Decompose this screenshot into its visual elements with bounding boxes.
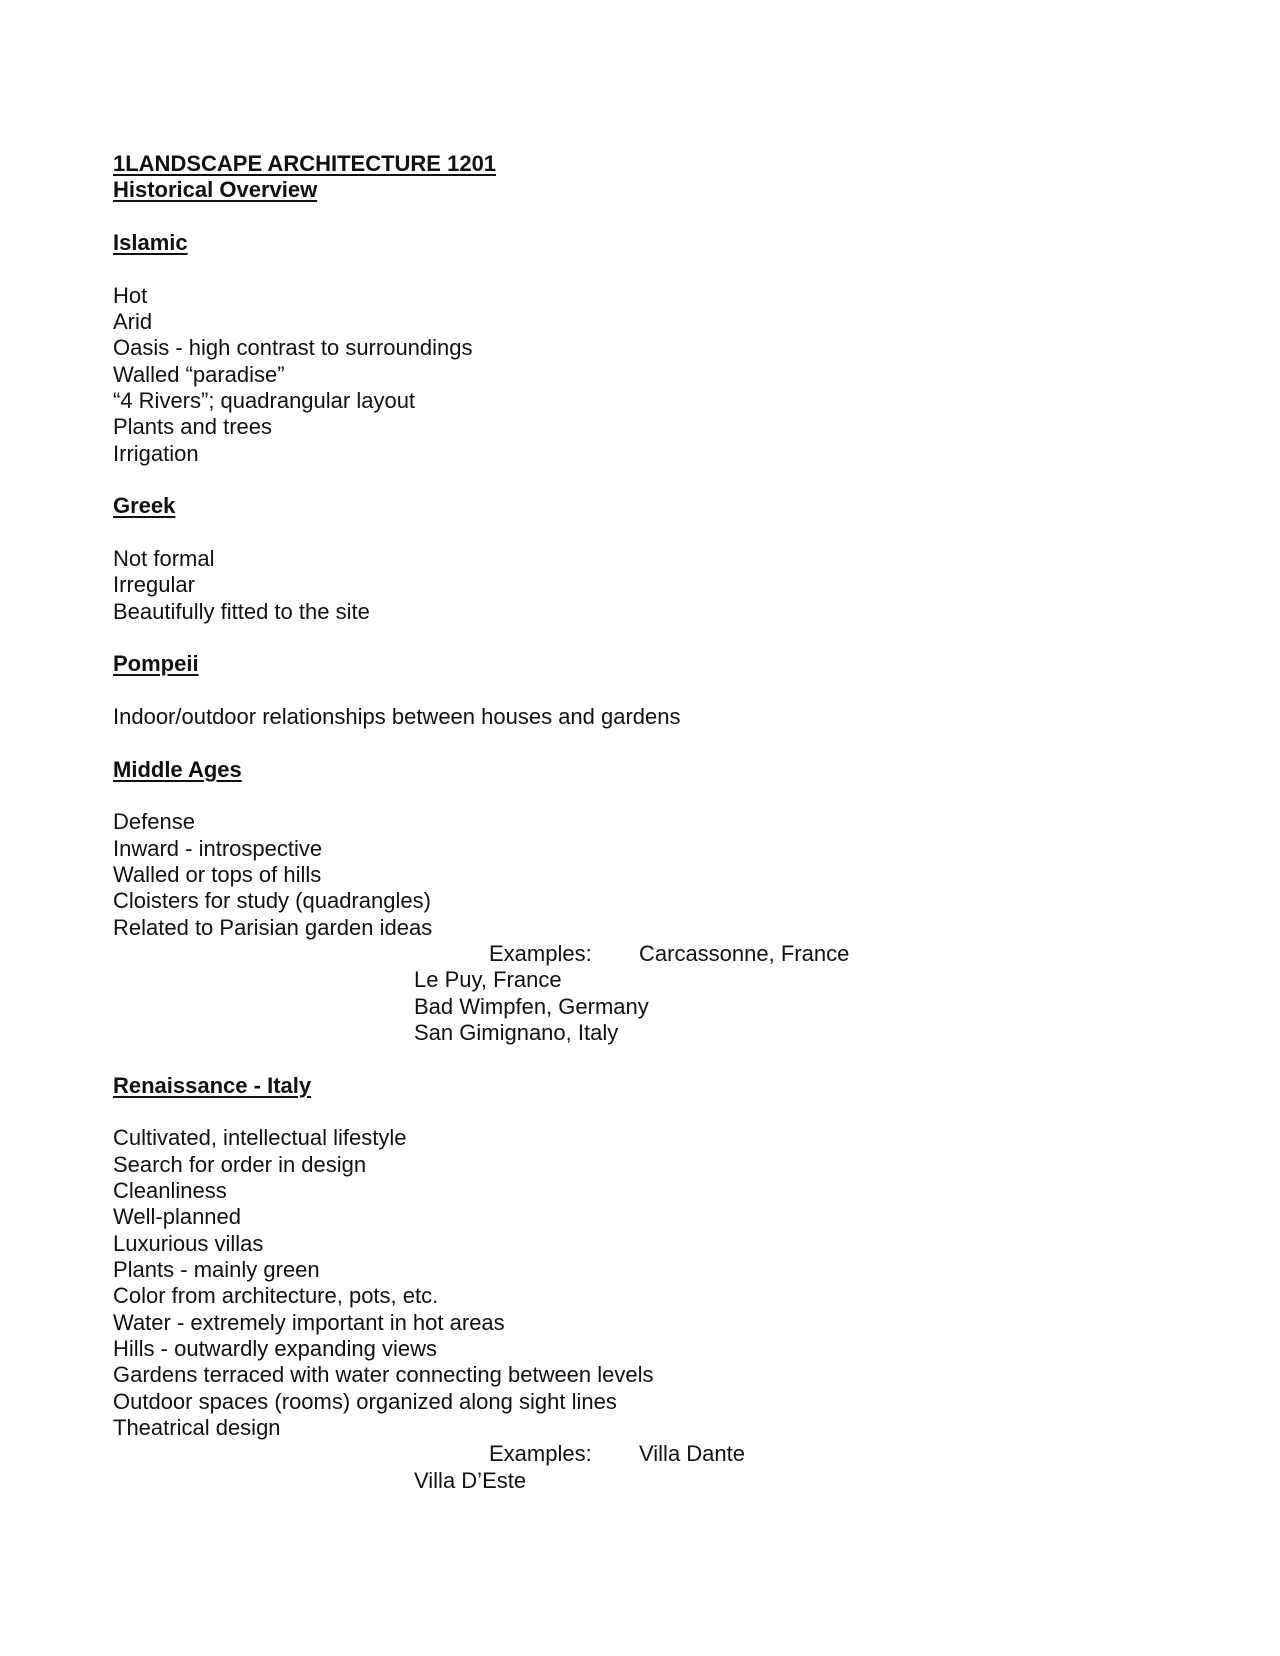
section-heading-pompeii: Pompeii — [113, 651, 199, 676]
list-item: Related to Parisian garden ideas — [113, 915, 433, 940]
example-item: Bad Wimpfen, Germany — [414, 994, 649, 1019]
example-item: Le Puy, France — [414, 967, 562, 992]
example-item: Villa Dante — [639, 1441, 745, 1466]
example-item: San Gimignano, Italy — [414, 1020, 619, 1045]
section-heading-middle-ages: Middle Ages — [113, 757, 242, 782]
list-item: Theatrical design — [113, 1415, 281, 1440]
list-item: Oasis - high contrast to surroundings — [113, 335, 473, 360]
examples-label: Examples: — [489, 1441, 592, 1466]
list-item: Cleanliness — [113, 1178, 227, 1203]
example-item: Carcassonne, France — [639, 941, 850, 966]
section-heading-renaissance: Renaissance - Italy — [113, 1073, 312, 1098]
list-item: Color from architecture, pots, etc. — [113, 1283, 439, 1308]
list-item: Cloisters for study (quadrangles) — [113, 888, 431, 913]
list-item: Arid — [113, 309, 153, 334]
list-item: Plants and trees — [113, 414, 272, 439]
section-heading-islamic: Islamic — [113, 230, 188, 255]
list-item: “4 Rivers”; quadrangular layout — [113, 388, 416, 413]
list-item: Cultivated, intellectual lifestyle — [113, 1125, 407, 1150]
list-item: Plants - mainly green — [113, 1257, 320, 1282]
list-item: Beautifully fitted to the site — [113, 599, 370, 624]
list-item: Well-planned — [113, 1204, 242, 1229]
list-item: Irrigation — [113, 441, 199, 466]
list-item: Luxurious villas — [113, 1231, 264, 1256]
section-heading-greek: Greek — [113, 493, 176, 518]
document-subtitle: Historical Overview — [113, 177, 318, 202]
list-item: Hills - outwardly expanding views — [113, 1336, 438, 1361]
examples-label: Examples: — [489, 941, 592, 966]
list-item: Indoor/outdoor relationships between houses and gardens — [113, 704, 681, 729]
example-item: Villa D’Este — [414, 1468, 527, 1493]
list-item: Hot — [113, 283, 148, 308]
list-item: Search for order in design — [113, 1152, 367, 1177]
list-item: Gardens terraced with water connecting between levels — [113, 1362, 654, 1387]
list-item: Water - extremely important in hot areas — [113, 1310, 505, 1335]
list-item: Defense — [113, 809, 195, 834]
list-item: Inward - introspective — [113, 836, 323, 861]
list-item: Not formal — [113, 546, 215, 571]
document-title: 1LANDSCAPE ARCHITECTURE 1201 — [113, 151, 497, 176]
list-item: Walled “paradise” — [113, 362, 285, 387]
list-item: Irregular — [113, 572, 195, 597]
list-item: Walled or tops of hills — [113, 862, 322, 887]
list-item: Outdoor spaces (rooms) organized along sight lines — [113, 1389, 617, 1414]
